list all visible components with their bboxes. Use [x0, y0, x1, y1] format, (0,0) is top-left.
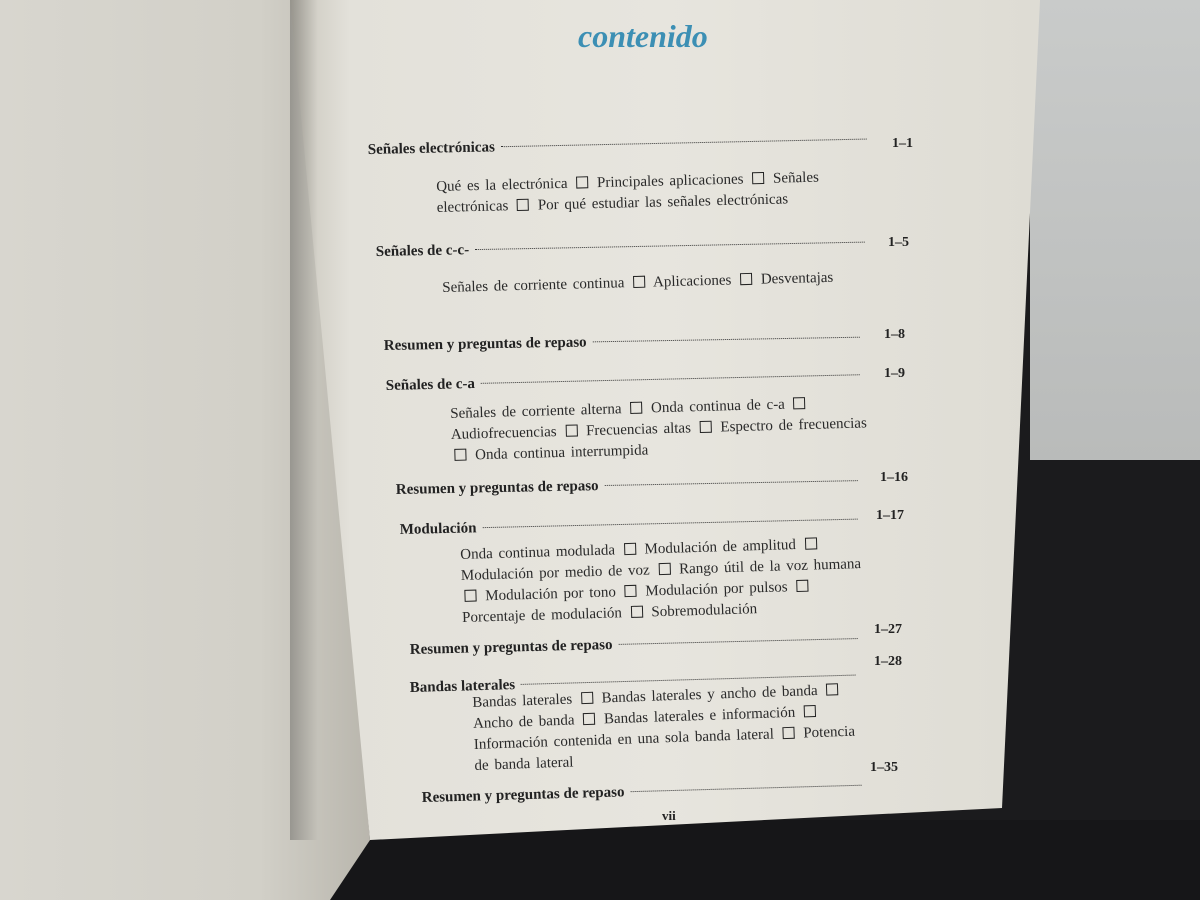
topic-text: Modulación por tono: [485, 584, 617, 605]
separator-box-icon: [517, 199, 529, 211]
toc-entry-title: Resumen y preguntas de repaso: [421, 784, 625, 807]
topic-text: Onda continua de c-a: [650, 396, 786, 417]
toc-entry-page: 1–8: [884, 327, 905, 342]
toc-entry-page: 1–9: [884, 366, 905, 381]
topic-text: Audiofrecuencias: [450, 424, 557, 443]
dot-leader: [501, 139, 867, 148]
dot-leader: [593, 337, 860, 343]
toc-entry-topics: [472, 679, 867, 777]
separator-box-icon: [793, 397, 805, 409]
separator-box-icon: [464, 590, 476, 602]
topic-text: Modulación de amplitud: [644, 537, 797, 558]
topic-text: Porcentaje de modulación: [461, 605, 623, 626]
toc-entry-page: 1–16: [880, 470, 908, 485]
dot-leader: [482, 519, 857, 529]
topic-text: Señales de corriente alterna: [450, 401, 622, 422]
toc-entry-page: 1–5: [888, 235, 909, 250]
toc-entry-page: 1–27: [874, 622, 902, 637]
topic-text: Bandas laterales: [472, 691, 573, 711]
topic-text: Onda continua interrumpida: [474, 442, 649, 464]
separator-box-icon: [581, 692, 593, 704]
separator-box-icon: [454, 449, 466, 461]
separator-box-icon: [826, 683, 838, 695]
background-wall: [1030, 0, 1200, 460]
toc-entry-page: 1–28: [874, 654, 902, 669]
topic-text: Aplicaciones: [652, 272, 732, 291]
separator-box-icon: [624, 543, 636, 555]
topic-text: Espectro de frecuencias: [720, 415, 868, 436]
separator-box-icon: [699, 421, 711, 433]
toc-entry-title: Señales electrónicas: [367, 139, 496, 159]
toc-entry-title: Señales de c-a: [385, 375, 476, 395]
separator-box-icon: [740, 273, 752, 285]
topic-text: Señales electrónicas: [436, 169, 820, 216]
separator-box-icon: [565, 424, 577, 436]
separator-box-icon: [583, 713, 595, 725]
toc-entry-topics: [450, 392, 874, 467]
book-gutter: [290, 0, 318, 840]
topic-text: Potencia de banda lateral: [474, 723, 856, 774]
toc-entry-title: Resumen y preguntas de repaso: [383, 334, 587, 355]
toc-entry-title: Resumen y preguntas de repaso: [395, 478, 599, 499]
toc-entry-title: Resumen y preguntas de repaso: [409, 637, 613, 659]
topic-text: Modulación por medio de voz: [460, 562, 650, 584]
separator-box-icon: [796, 580, 808, 592]
topic-text: Rango útil de la voz humana: [678, 556, 862, 578]
separator-box-icon: [576, 176, 588, 188]
topic-text: Señales de corriente continua: [442, 275, 625, 296]
toc-entry-title: Bandas laterales: [409, 677, 516, 697]
dot-leader: [481, 374, 860, 384]
dot-leader: [618, 638, 857, 645]
dot-leader: [605, 480, 858, 486]
toc-entry-topics: [460, 533, 872, 629]
topic-text: Sobremodulación: [651, 601, 758, 621]
topic-text: Frecuencias altas: [585, 420, 692, 440]
toc-entry-page: 1–17: [876, 508, 904, 523]
separator-box-icon: [752, 172, 764, 184]
topic-text: Por qué estudiar las señales electrónicas: [537, 191, 789, 214]
separator-box-icon: [630, 606, 642, 618]
separator-box-icon: [804, 537, 816, 549]
separator-box-icon: [782, 727, 794, 739]
topic-text: Modulación por pulsos: [645, 579, 788, 600]
page-folio: vii: [662, 808, 676, 823]
dot-leader: [630, 785, 861, 792]
toc-entry-page: 1–1: [892, 136, 913, 151]
separator-box-icon: [624, 585, 636, 597]
topic-text: Qué es la electrónica: [436, 175, 568, 195]
separator-box-icon: [633, 276, 645, 288]
topic-text: Ancho de banda: [472, 712, 575, 732]
topic-text: Bandas laterales e información: [603, 704, 796, 728]
topic-text: Desventajas: [760, 269, 834, 288]
toc-entry-title: Modulación: [399, 520, 477, 539]
topic-text: Onda continua modulada: [460, 542, 616, 563]
dot-leader: [475, 242, 865, 250]
topic-text: Información contenida en una sola banda lateral: [473, 726, 775, 753]
toc-entry-title: Señales de c-c-: [375, 242, 470, 261]
separator-box-icon: [804, 705, 816, 717]
toc-entry-page: 1–35: [870, 760, 898, 775]
topic-text: Principales aplicaciones: [596, 171, 744, 192]
page-heading: contenido: [578, 18, 708, 54]
separator-box-icon: [630, 402, 642, 414]
topic-text: Bandas laterales y ancho de banda: [601, 682, 818, 707]
separator-box-icon: [658, 563, 670, 575]
